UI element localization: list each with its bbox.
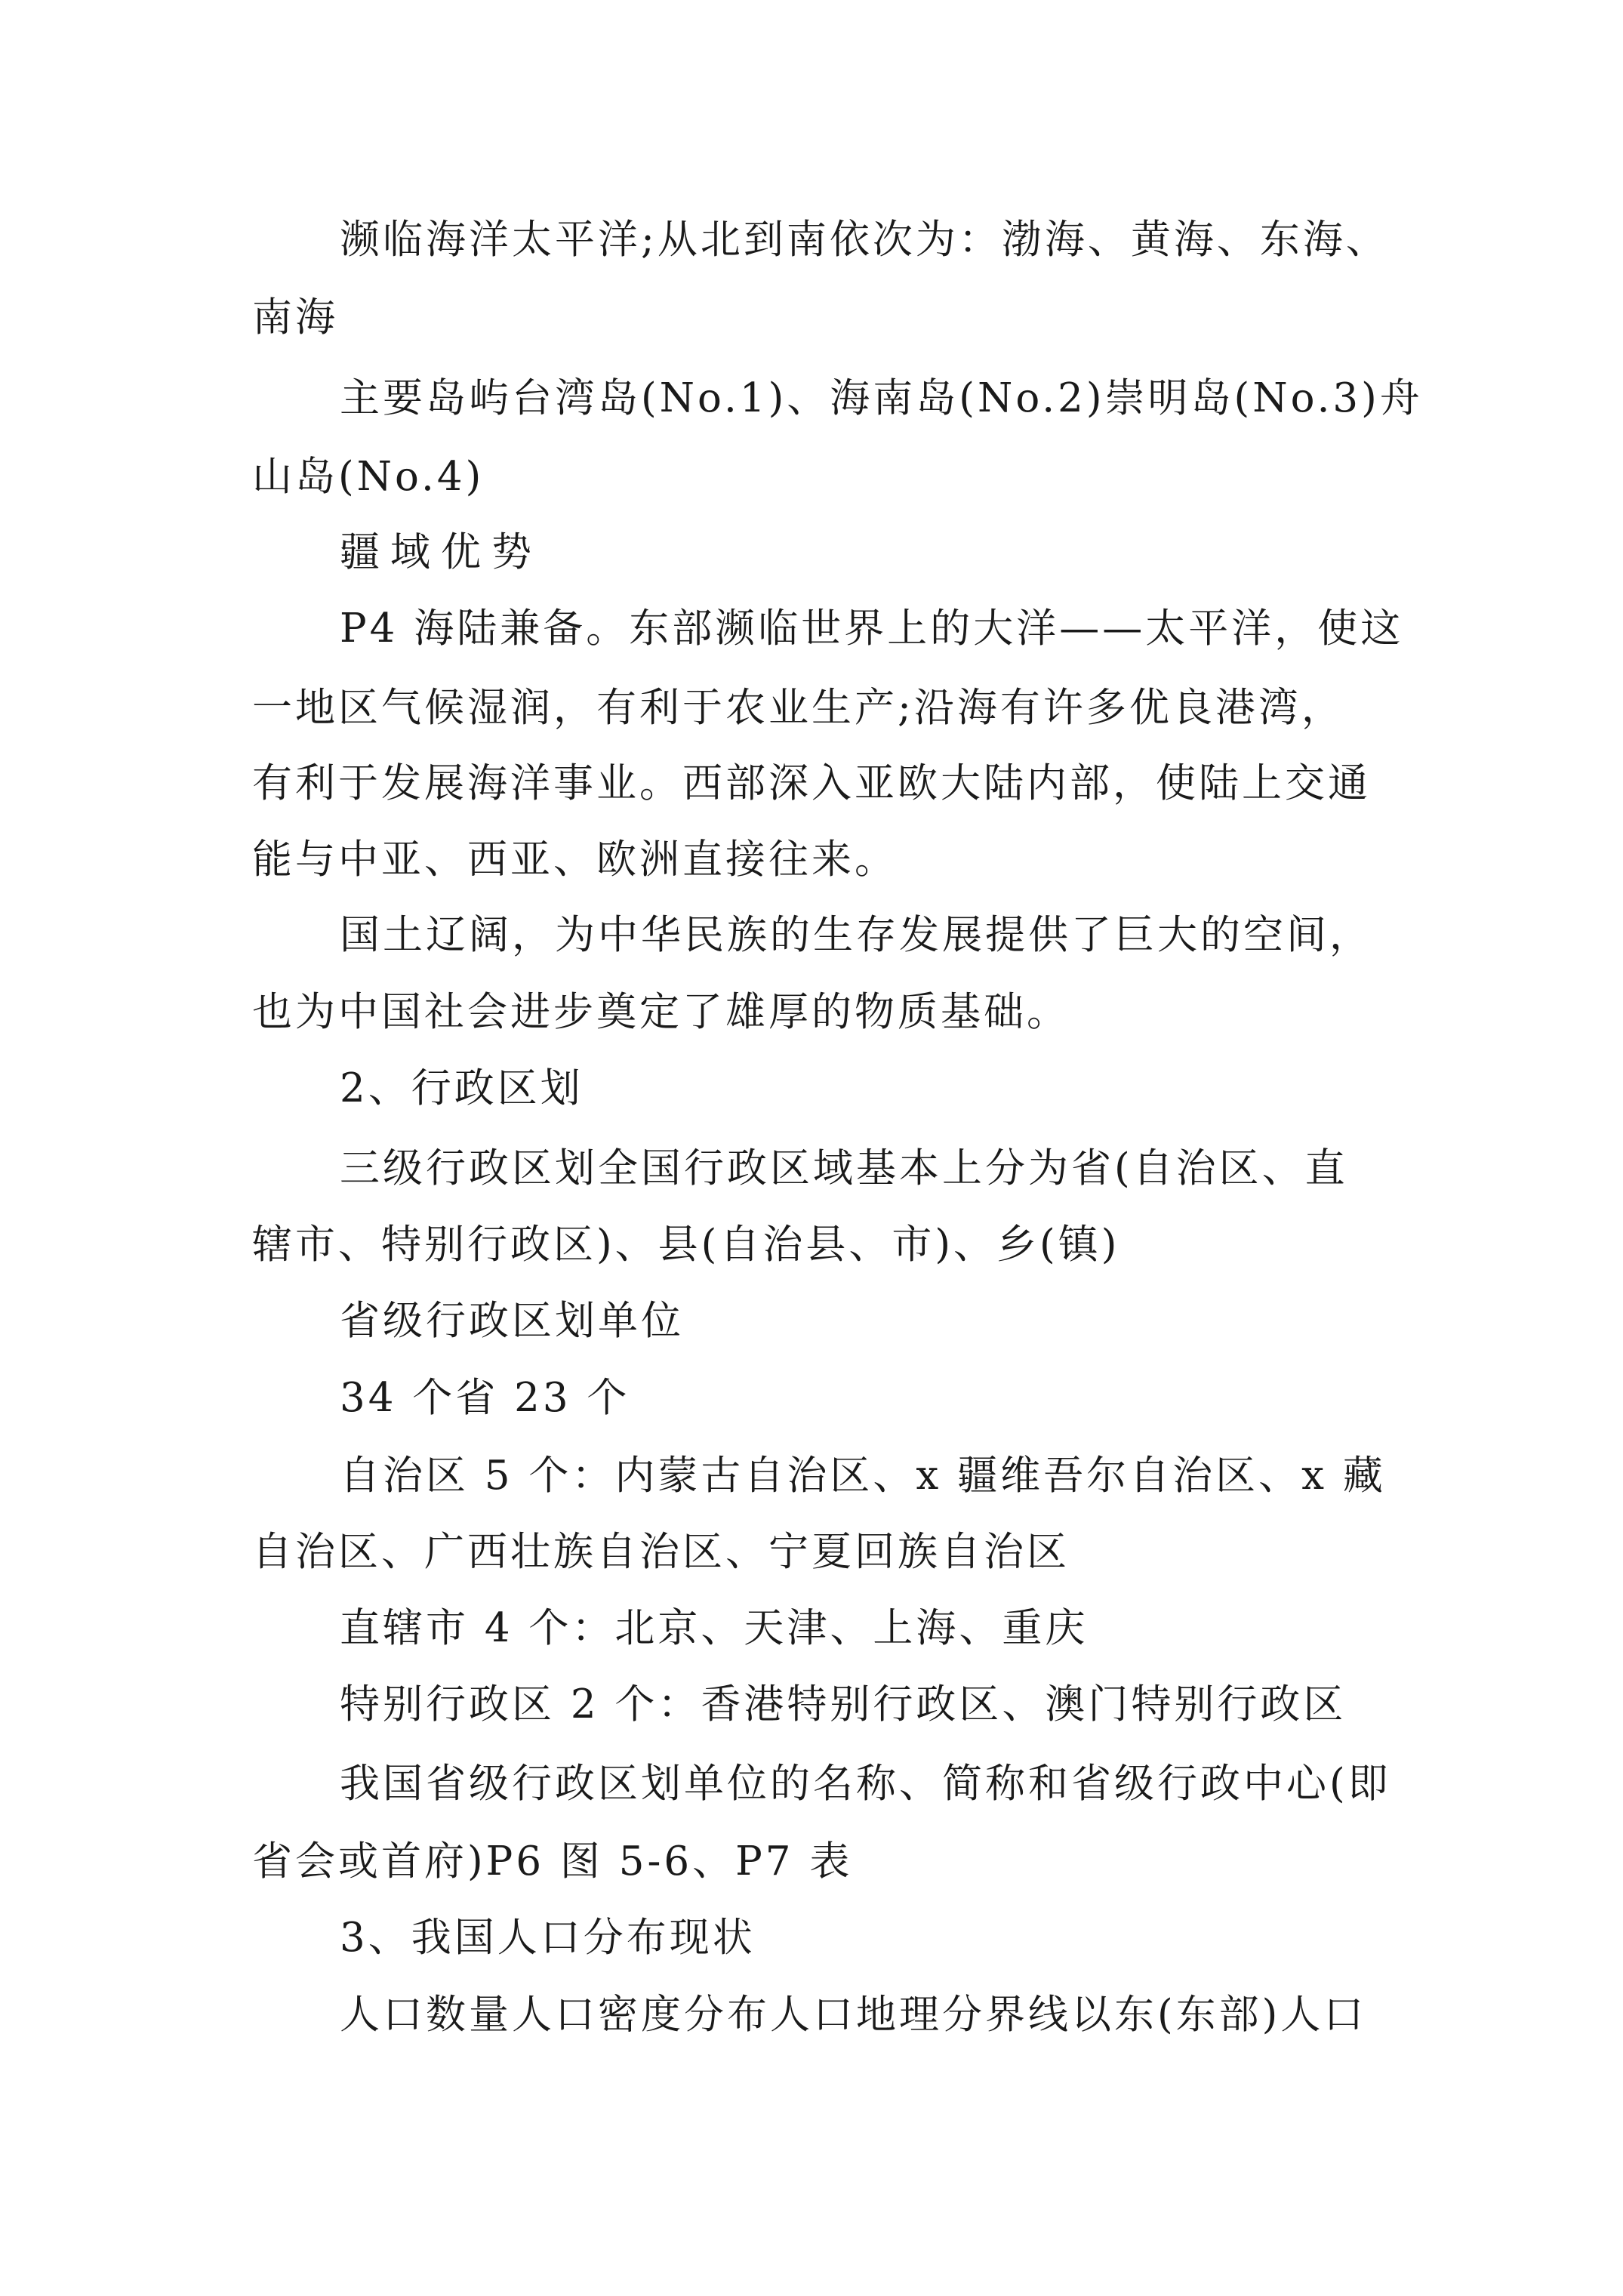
- paragraph-line: P4 海陆兼备。东部濒临世界上的大洋——太平洋，使这: [340, 606, 1404, 652]
- paragraph-line: 直辖市 4 个：北京、天津、上海、重庆: [340, 1605, 1089, 1651]
- paragraph-line: 我国省级行政区划单位的名称、简称和省级行政中心(即: [340, 1761, 1391, 1807]
- paragraph-line: 主要岛屿台湾岛(No.1)、海南岛(No.2)崇明岛(No.3)舟: [340, 375, 1423, 421]
- section-heading: 疆域优势: [340, 529, 542, 575]
- paragraph-line: 辖市、特别行政区)、县(自治县、市)、乡(镇): [252, 1222, 1120, 1268]
- paragraph-line: 自治区 5 个：内蒙古自治区、x 疆维吾尔自治区、x 藏: [340, 1453, 1386, 1499]
- paragraph-line: 有利于发展海洋事业。西部深入亚欧大陆内部，使陆上交通: [252, 760, 1371, 806]
- paragraph-line: 人口数量人口密度分布人口地理分界线以东(东部)人口: [340, 1992, 1367, 2038]
- paragraph-line: 国土辽阔，为中华民族的生存发展提供了巨大的空间，: [340, 912, 1372, 958]
- paragraph-line: 一地区气候湿润，有利于农业生产;沿海有许多优良港湾，: [252, 685, 1344, 731]
- section-heading: 3、我国人口分布现状: [340, 1915, 756, 1961]
- paragraph-line: 南海: [252, 294, 338, 341]
- paragraph-line: 山岛(No.4): [252, 454, 485, 500]
- paragraph-line: 濒临海洋太平洋;从北到南依次为：渤海、黄海、东海、: [340, 217, 1389, 263]
- paragraph-line: 特别行政区 2 个：香港特别行政区、澳门特别行政区: [340, 1681, 1347, 1727]
- section-heading: 2、行政区划: [340, 1065, 584, 1111]
- paragraph-line: 省级行政区划单位: [340, 1298, 684, 1344]
- paragraph-line: 省会或首府)P6 图 5-6、P7 表: [252, 1838, 853, 1885]
- paragraph-line: 34 个省 23 个: [340, 1375, 630, 1421]
- paragraph-line: 能与中亚、西亚、欧洲直接往来。: [252, 837, 898, 883]
- paragraph-line: 自治区、广西壮族自治区、宁夏回族自治区: [252, 1529, 1070, 1575]
- paragraph-line: 三级行政区划全国行政区域基本上分为省(自治区、直: [340, 1145, 1348, 1191]
- paragraph-line: 也为中国社会进步奠定了雄厚的物质基础。: [252, 989, 1070, 1035]
